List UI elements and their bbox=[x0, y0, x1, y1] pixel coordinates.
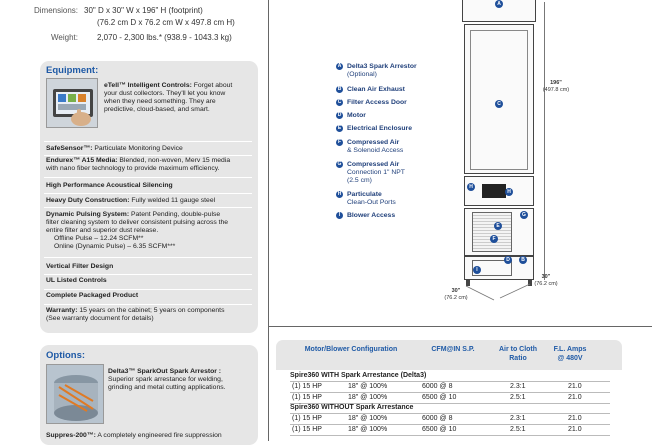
dimensions-label: Dimensions: bbox=[33, 6, 78, 15]
legend-badge: G bbox=[337, 161, 342, 167]
footprint-dimension-lines bbox=[440, 276, 550, 310]
marker-a: A bbox=[495, 0, 503, 8]
endurex-item: Endurex™ A15 Media: Blended, non-woven, Merv 15 media with nano fiber technology to provide maximum efficiency. bbox=[46, 157, 231, 172]
weight-label: Weight: bbox=[51, 33, 78, 42]
table-cell: (1) 15 HP bbox=[292, 415, 322, 422]
vertical-item: Vertical Filter Design bbox=[46, 263, 114, 270]
divider bbox=[44, 207, 252, 208]
weight-value: 2,070 - 2,300 lbs.* (938.9 - 1043.3 kg) bbox=[97, 33, 232, 42]
divider bbox=[44, 177, 252, 178]
legend-label: Compressed Air Connection 1" NPT (2.5 cm) bbox=[347, 161, 405, 184]
divider bbox=[44, 274, 252, 275]
legend-label: Clean Air Exhaust bbox=[347, 86, 405, 93]
height-dimension-line bbox=[544, 2, 545, 280]
divider bbox=[44, 141, 252, 142]
table-row bbox=[290, 414, 610, 424]
legend-label: Filter Access Door bbox=[347, 99, 407, 106]
etell-description: eTell™ Intelligent Controls: Forget about your dust collectors. They'll let you know when they need something. They are predictive, cloud-based, and smart. bbox=[104, 82, 233, 113]
divider bbox=[44, 155, 252, 156]
table-cell: 21.0 bbox=[568, 394, 582, 401]
legend-label: Motor bbox=[347, 112, 366, 119]
table-cell: 6500 @ 10 bbox=[422, 426, 457, 433]
table-cell: 2.5:1 bbox=[510, 426, 526, 433]
depth-label: 30" (76.2 cm) bbox=[444, 288, 468, 301]
height-label: 196" (497.8 cm) bbox=[542, 80, 570, 93]
legend-label: Delta3 Spark Arrestor (Optional) bbox=[347, 63, 417, 78]
packaged-item: Complete Packaged Product bbox=[46, 292, 139, 299]
marker-g: G bbox=[520, 211, 528, 219]
marker-b: B bbox=[519, 256, 527, 264]
table-cell: (1) 15 HP bbox=[292, 383, 322, 390]
legend-badge: H bbox=[337, 191, 342, 197]
table-cell: 2.3:1 bbox=[510, 383, 526, 390]
dimensions-metric: (76.2 cm D x 76.2 cm W x 497.8 cm H) bbox=[97, 18, 235, 27]
delta3-photo bbox=[46, 364, 104, 424]
marker-d: D bbox=[504, 256, 512, 264]
legend-label: Blower Access bbox=[347, 212, 396, 219]
electrical-enclosure bbox=[482, 184, 506, 198]
legend-badge: A bbox=[337, 63, 342, 69]
equipment-title: Equipment: bbox=[46, 65, 99, 76]
legend-badge: E bbox=[337, 125, 342, 131]
table-cell: 21.0 bbox=[568, 426, 582, 433]
options-panel bbox=[40, 345, 258, 445]
safesensor-item: SafeSensor™: Particulate Monitoring Device bbox=[46, 145, 183, 152]
table-section-title: Spire360 WITH Spark Arrestance (Delta3) bbox=[290, 372, 427, 379]
legend-badge: D bbox=[337, 112, 342, 118]
section-divider bbox=[268, 326, 652, 327]
divider bbox=[44, 257, 252, 258]
legend-badge: I bbox=[336, 212, 343, 219]
divider bbox=[44, 289, 252, 290]
table-row bbox=[290, 382, 610, 392]
table-cell: 6000 @ 8 bbox=[422, 383, 453, 390]
marker-h: H bbox=[505, 188, 513, 196]
table-cell: 18" @ 100% bbox=[348, 426, 388, 433]
table-row bbox=[290, 425, 610, 435]
legend-badge: B bbox=[337, 86, 342, 92]
legend-badge: C bbox=[337, 99, 342, 105]
warranty-item: Warranty: 15 years on the cabinet; 5 years on components (See warranty document for details) bbox=[46, 307, 225, 322]
marker-f: F bbox=[490, 235, 498, 243]
col-header-cfm: CFM@IN S.P. bbox=[431, 346, 475, 353]
legend-label: Particulate Clean-Out Ports bbox=[347, 191, 396, 206]
marker-c: C bbox=[495, 100, 503, 108]
table-cell: 6500 @ 10 bbox=[422, 394, 457, 401]
pulsing-item: Dynamic Pulsing System: Patent Pending, double-pulse filter cleaning system to deliver consistent pulsing across the entire filter and superior dust release. Offline Pulse – 12.24 SCFM** Online (Dynamic Pulse) – 6.35 SCFM*** bbox=[46, 211, 229, 250]
divider bbox=[44, 304, 252, 305]
col-header-ratio: Air to Cloth Ratio bbox=[498, 346, 538, 362]
row-divider bbox=[290, 435, 610, 436]
spark-arrestor-icon bbox=[47, 365, 105, 425]
suppres-description: Suppres-200™: A completely engineered fire suppression bbox=[46, 432, 222, 439]
table-cell: 21.0 bbox=[568, 383, 582, 390]
column-divider bbox=[268, 0, 269, 441]
table-row bbox=[290, 393, 610, 403]
etell-controls-photo bbox=[46, 78, 98, 128]
table-cell: 18" @ 100% bbox=[348, 415, 388, 422]
table-cell: 18" @ 100% bbox=[348, 394, 388, 401]
equipment-panel bbox=[40, 61, 258, 333]
table-cell: 2.3:1 bbox=[510, 415, 526, 422]
marker-e: E bbox=[494, 222, 502, 230]
ul-item: UL Listed Controls bbox=[46, 277, 107, 284]
table-cell: 2.5:1 bbox=[510, 394, 526, 401]
table-cell: (1) 15 HP bbox=[292, 394, 322, 401]
table-cell: 21.0 bbox=[568, 415, 582, 422]
tablet-hand-icon bbox=[47, 79, 99, 129]
louver-panel bbox=[472, 212, 512, 252]
table-cell: 6000 @ 8 bbox=[422, 415, 453, 422]
legend-label: Electrical Enclosure bbox=[347, 125, 412, 132]
marker-i: I bbox=[473, 266, 481, 274]
acoustical-item: High Performance Acoustical Silencing bbox=[46, 182, 173, 189]
col-header-config: Motor/Blower Configuration bbox=[304, 346, 398, 353]
table-cell: 18" @ 100% bbox=[348, 383, 388, 390]
width-label: 30" (76.2 cm) bbox=[534, 274, 558, 287]
delta3-description: Delta3™ SparkOut Spark Arrestor : Superior spark arrestance for welding, grinding and metal cutting applications. bbox=[108, 368, 226, 391]
heavy-duty-item: Heavy Duty Construction: Fully welded 11 gauge steel bbox=[46, 197, 216, 204]
col-header-amps: F.L. Amps @ 480V bbox=[553, 346, 587, 362]
options-title: Options: bbox=[46, 350, 86, 361]
marker-h: H bbox=[467, 183, 475, 191]
table-section-title: Spire360 WITHOUT Spark Arrestance bbox=[290, 404, 414, 411]
table-cell: (1) 15 HP bbox=[292, 426, 322, 433]
legend-label: Compressed Air & Solenoid Access bbox=[347, 139, 404, 154]
divider bbox=[44, 193, 252, 194]
dimensions-value: 30" D x 30" W x 196" H (footprint) bbox=[84, 6, 203, 15]
legend-badge: F bbox=[337, 139, 342, 145]
etell-title: eTell™ Intelligent Controls: bbox=[104, 82, 192, 89]
